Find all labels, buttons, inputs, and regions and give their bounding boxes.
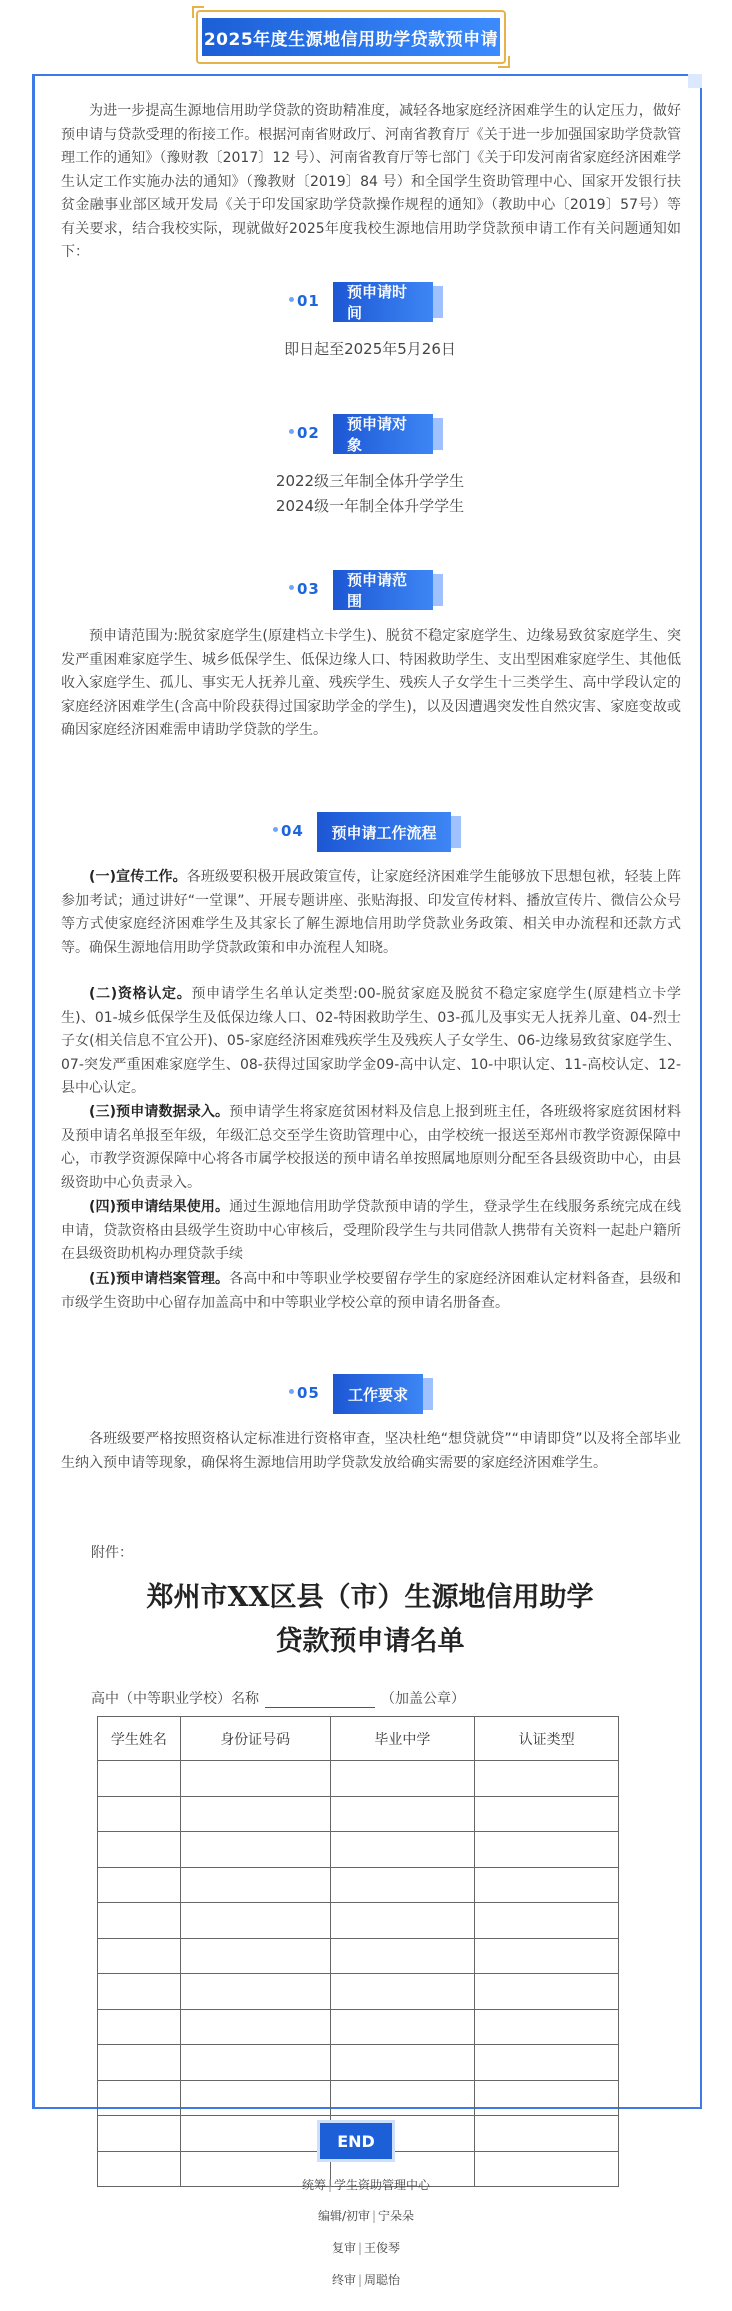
table-cell [330,1832,475,1868]
table-cell [475,1867,619,1903]
title-banner [196,10,506,64]
credit-name: 宁朵朵 [378,2209,415,2223]
section-number: 01 [297,292,320,310]
table-cell [180,1796,330,1832]
dot-decoration [273,827,278,832]
section-label: 预申请范围 [333,570,433,610]
table-row [98,2080,619,2116]
table-cell [475,2080,619,2116]
table-cell [475,1832,619,1868]
dot-decoration [289,297,294,302]
credit-name: 周聪怡 [364,2273,401,2287]
scope-paragraph: 预申请范围为:脱贫家庭学生(原建档立卡学生)、脱贫不稳定家庭学生、边缘易致贫家庭学生、突发严重困难家庭学生、城乡低保学生、低保边缘人口、特困救助学生、支出型困难家庭学生、其他低收入家庭学生、孤儿、事实无人抚养儿童、残疾学生、残疾人子女学生十三类学生、高中学段认定的家庭经济困难学生(含高中阶段获得过国家助学金的学生)，以及因遭遇突发性自然灾害、家庭变故或确因家庭经济困难需申请助学贷款的学生。 [61,628,681,738]
school-name-suffix: （加盖公章） [381,1691,465,1707]
school-name-blank [265,1694,375,1708]
table-cell [330,1796,475,1832]
process-item-head: (五)预申请档案管理。 [89,1271,230,1287]
table-cell [98,1867,181,1903]
table-cell [98,1974,181,2010]
list-title-line1: 郑州市XX区县（市）生源地信用助学 [146,1582,594,1613]
process-item-body: 预申请学生名单认定类型:00-脱贫家庭及脱贫不稳定家庭学生(原建档立卡学生)、01-城乡低保学生及低保边缘人口、02-特困救助学生、03-孤儿及事实无人抚养儿童、04-烈士子女(相关信息不宜公开)、05-家庭经济困难残疾学生及残疾人子女学生、06-边缘易致贫家庭学生、07-突发严重困难家庭学生、08-获得过国家助学金09-高中认定、10-中职认定、11-高校认定、12-县中心认定。 [61,986,682,1096]
table-cell [180,1974,330,2010]
process-item-result-use [61,1196,681,1267]
process-item-head: (一)宣传工作。 [89,869,187,885]
process-item-body: 各班级要积极开展政策宣传，让家庭经济困难学生能够放下思想包袱，轻装上阵参加考试；通过讲好“一堂课”、开展专题讲座、张贴海报、印发宣传材料、播放宣传片、微信公众号等方式使家庭经济困难学生及其家长了解生源地信用助学贷款业务政策、相关申办流程和还款方式等。确保生源地信用助学贷款政策和申办流程人知晓。 [61,869,682,956]
application-time: 即日起至2025年5月26日 [284,340,456,358]
dot-decoration [289,429,294,434]
credit-line: 复审 | 王俊琴 [331,2241,401,2255]
table-header-row [98,1717,619,1761]
table-cell [98,1796,181,1832]
dot-decoration [289,1389,294,1394]
list-title-line2: 贷款预申请名单 [275,1626,465,1657]
section-label: 工作要求 [333,1374,423,1414]
credit-line: 编辑/初审 | 宁朵朵 [317,2209,415,2223]
credit-name: 王俊琴 [364,2241,401,2255]
table-cell [475,1796,619,1832]
end-badge: END [320,2123,392,2159]
table-row [98,1974,619,2010]
credit-role: 编辑/初审 [317,2209,370,2223]
process-item-body: 各高中和中等职业学校要留存学生的家庭经济困难认定材料备查，县级和市级学生资助中心留存加盖高中和中等职业学校公章的预申请名册备查。 [61,1271,682,1311]
table-cell [475,1761,619,1797]
table-cell [180,2045,330,2081]
process-item-data-entry [61,1101,681,1195]
column-header-name: 学生姓名 [98,1717,181,1761]
section-number: 02 [297,424,320,442]
page-title: 2025年度生源地信用助学贷款预申请 [202,18,500,56]
attachment-label: 附件： [91,1545,133,1561]
table-cell [180,2009,330,2045]
table-cell [330,1938,475,1974]
table-cell [330,2009,475,2045]
table-row [98,1832,619,1868]
roster-table [97,1716,619,2187]
table-cell [180,2080,330,2116]
table-cell [475,2116,619,2152]
table-cell [475,1938,619,1974]
table-row [98,1867,619,1903]
table-cell [475,1903,619,1939]
target-item: 2022级三年制全体升学学生 [275,472,465,490]
section-number: 05 [297,1384,320,1402]
table-cell [330,1761,475,1797]
process-item-archive [61,1268,681,1315]
process-item-head: (二)资格认定。 [89,986,192,1002]
credit-role: 终审 [331,2273,356,2287]
table-cell [330,2045,475,2081]
credit-role: 统筹 [301,2178,326,2192]
credit-line: 统筹 | 学生资助管理中心 [301,2178,431,2192]
table-row [98,2045,619,2081]
table-row [98,1796,619,1832]
main-content [32,74,702,2109]
table-cell [475,1974,619,2010]
credit-name: 学生资助管理中心 [334,2178,431,2192]
credit-role: 复审 [331,2241,356,2255]
table-cell [98,1903,181,1939]
table-cell [98,1832,181,1868]
table-cell [98,2045,181,2081]
table-cell [475,2045,619,2081]
requirements-paragraph: 各班级要严格按照资格认定标准进行资格审查，坚决杜绝“想贷就贷”“申请即贷”以及将全部毕业生纳入预申请等现象，确保将生源地信用助学贷款发放给确实需要的家庭经济困难学生。 [61,1431,681,1471]
table-cell [180,1832,330,1868]
section-number: 03 [297,580,320,598]
corner-decoration [688,74,702,88]
intro-paragraph: 为进一步提高生源地信用助学贷款的资助精准度，减轻各地家庭经济困难学生的认定压力，做好预申请与贷款受理的衔接工作。根据河南省财政厅、河南省教育厅《关于进一步加强国家助学贷款管理工作的通知》（豫财教〔2017〕12 号）、河南省教育厅等七部门《关于印发河南省家庭经济困难学生认定工作实施办法的通知》（豫教财〔2019〕84 号）和全国学生资助管理中心、国家开发银行扶贫金融事业部区域开发局《关于印发国家助学贷款操作规程的通知》（教助中心〔2019〕57号）等有关要求，结合我校实际，现就做好2025年度我校生源地信用助学贷款预申请工作有关问题通知如下： [61,103,681,260]
table-cell [180,1867,330,1903]
section-label: 预申请工作流程 [317,812,451,852]
column-header-id: 身份证号码 [180,1717,330,1761]
credit-line: 终审 | 周聪怡 [331,2273,401,2287]
school-name-prefix: 高中（中等职业学校）名称 [91,1691,259,1707]
section-number: 04 [281,822,304,840]
table-cell [330,1903,475,1939]
table-row [98,1761,619,1797]
table-cell [98,1938,181,1974]
table-cell [475,2009,619,2045]
table-row [98,1903,619,1939]
table-cell [180,1903,330,1939]
process-item-body: 通过生源地信用助学贷款预申请的学生，登录学生在线服务系统完成在线申请，贷款资格由县级学生资助中心审核后，受理阶段学生与共同借款人携带有关资料一起赴户籍所在县级资助机构办理贷款手续 [61,1199,682,1262]
section-label: 预申请时间 [333,282,433,322]
table-row [98,1938,619,1974]
process-item-body: 预申请学生将家庭贫困材料及信息上报到班主任，各班级将家庭贫困材料及预申请名单报至年级，年级汇总交至学生资助管理中心，由学校统一报送至郑州市教学资源保障中心，市教学资源保障中心将各市属学校报送的预申请名单按照属地原则分配至各县级资助中心，由县级资助中心负责录入。 [61,1104,682,1191]
column-header-type: 认证类型 [475,1717,619,1761]
table-cell [180,1938,330,1974]
process-item-head: (三)预申请数据录入。 [89,1104,230,1120]
table-cell [330,1974,475,2010]
target-item: 2024级一年制全体升学学生 [275,497,465,515]
table-cell [98,2116,181,2152]
section-label: 预申请对象 [333,414,433,454]
table-cell [330,1867,475,1903]
process-item-head: (四)预申请结果使用。 [89,1199,230,1215]
table-cell [98,1761,181,1797]
process-item-publicity [61,866,681,960]
table-cell [98,2009,181,2045]
table-cell [180,1761,330,1797]
dot-decoration [289,585,294,590]
column-header-school: 毕业中学 [330,1717,475,1761]
table-cell [180,2116,330,2152]
process-item-qualification [61,983,681,1101]
table-row [98,2009,619,2045]
table-cell [98,2080,181,2116]
school-name-line [91,1688,465,1708]
table-cell [330,2080,475,2116]
